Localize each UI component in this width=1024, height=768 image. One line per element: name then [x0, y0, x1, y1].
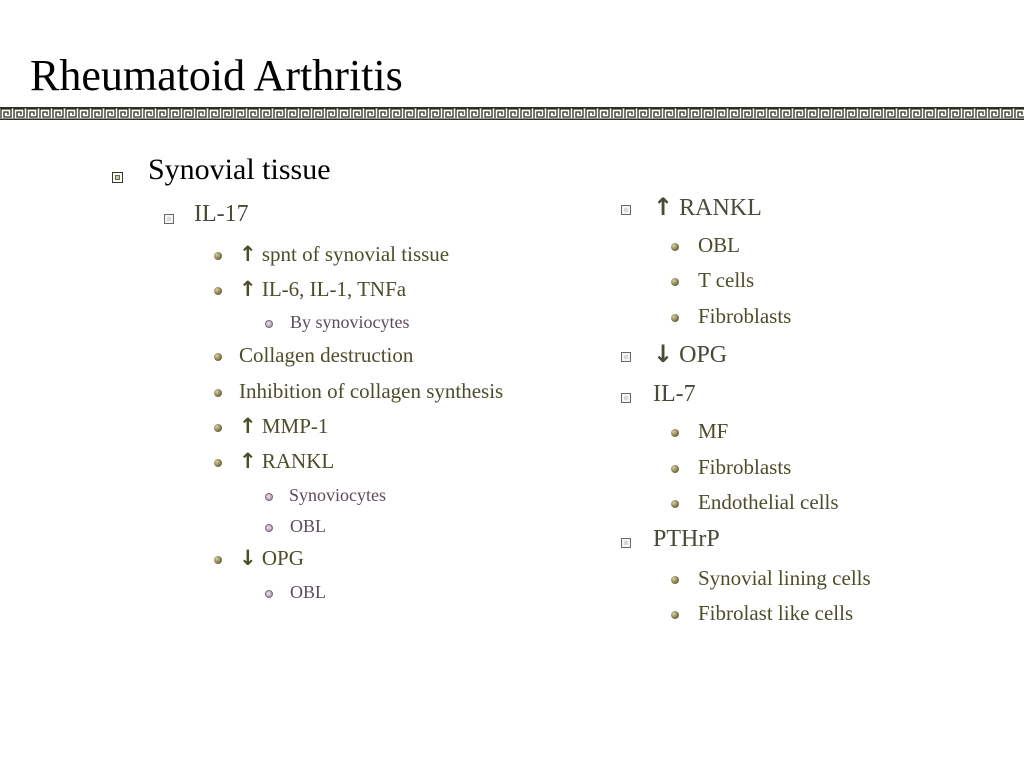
ball-bullet-icon: [214, 556, 222, 564]
arrow-up-icon: ↑: [239, 242, 257, 266]
item-text: Fibroblasts: [698, 455, 792, 479]
arrow-down-icon: ↓: [239, 546, 257, 570]
ball-bullet-icon: [214, 389, 222, 397]
item-text: By synoviocytes: [290, 312, 410, 332]
greek-key-border: [0, 107, 1024, 120]
item-text: OBL: [698, 233, 740, 257]
arrow-up-icon: ↑: [653, 193, 674, 221]
square-bullet-icon: [621, 352, 631, 362]
square-bullet-icon: [621, 393, 631, 403]
ball-bullet-icon: [671, 429, 679, 437]
item-text: T cells: [698, 268, 755, 292]
arrow-up-icon: ↑: [239, 449, 257, 473]
square-bullet-icon: [164, 214, 174, 224]
item-text: Endothelial cells: [698, 490, 839, 514]
ball-bullet-icon: [671, 314, 679, 322]
group-label: IL-7: [653, 381, 696, 407]
item-text: Fibrolast like cells: [698, 601, 854, 625]
ball-bullet-icon: [671, 500, 679, 508]
item-text: Synoviocytes: [289, 485, 386, 505]
ring-bullet-icon: [265, 524, 273, 532]
item-text: Synovial lining cells: [698, 566, 871, 590]
group-label: RANKL: [679, 195, 762, 221]
group-label: OPG: [679, 342, 728, 368]
ring-bullet-icon: [265, 590, 273, 598]
arrow-up-icon: ↑: [239, 277, 257, 301]
ball-bullet-icon: [671, 243, 679, 251]
item-text: Inhibition of collagen synthesis: [239, 379, 504, 403]
item-text: spnt of synovial tissue: [261, 242, 450, 266]
item-text: MF: [698, 419, 729, 443]
item-text: OBL: [290, 582, 326, 602]
square-bullet-icon: [621, 205, 631, 215]
slide-title: Rheumatoid Arthritis: [30, 51, 403, 100]
ball-bullet-icon: [671, 465, 679, 473]
ball-bullet-icon: [214, 459, 222, 467]
item-text: OPG: [261, 546, 304, 570]
group-label: PTHrP: [653, 526, 720, 552]
square-bullet-icon: [621, 538, 631, 548]
ball-bullet-icon: [214, 252, 222, 260]
arrow-up-icon: ↑: [239, 414, 257, 438]
arrow-down-icon: ↓: [653, 340, 674, 368]
item-text: IL-6, IL-1, TNFa: [261, 277, 407, 301]
ring-bullet-icon: [265, 320, 273, 328]
ball-bullet-icon: [214, 287, 222, 295]
item-text: MMP-1: [261, 414, 329, 438]
label-il17: IL-17: [194, 201, 249, 227]
item-text: Fibroblasts: [698, 304, 792, 328]
heading-synovial-tissue: Synovial tissue: [148, 153, 331, 186]
ball-bullet-icon: [671, 278, 679, 286]
ball-bullet-icon: [671, 576, 679, 584]
item-text: Collagen destruction: [239, 343, 414, 367]
ball-bullet-icon: [214, 353, 222, 361]
item-text: RANKL: [261, 449, 335, 473]
greek-key-bullet-icon: [112, 172, 123, 183]
ring-bullet-icon: [265, 493, 273, 501]
item-text: OBL: [290, 516, 326, 536]
ball-bullet-icon: [214, 424, 222, 432]
ball-bullet-icon: [671, 611, 679, 619]
